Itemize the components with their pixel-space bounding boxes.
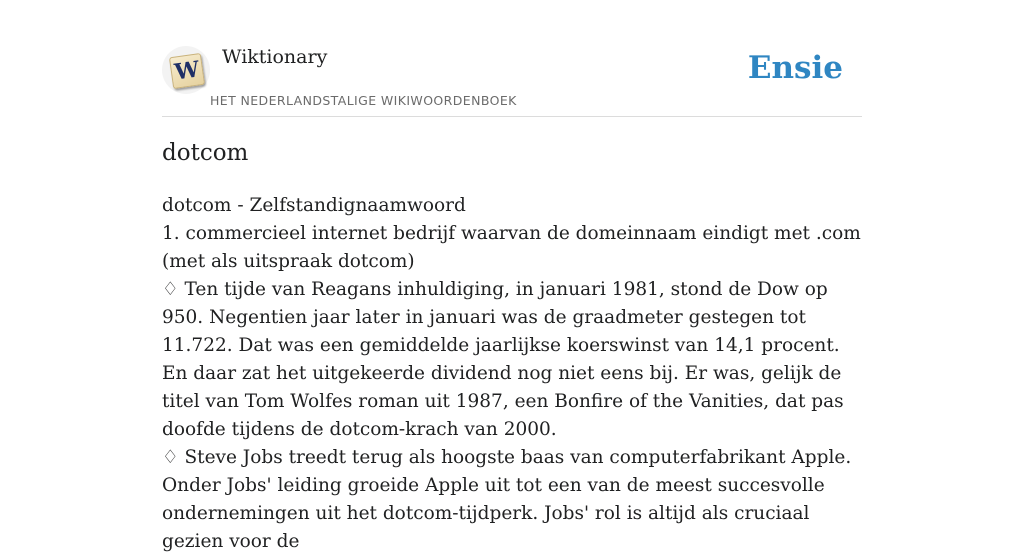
entry-example: ♢ Steve Jobs treedt terug als hoogste baas van computerfabrikant Apple. Onder Jobs' leiding groeide Apple uit tot een van de meest succesvolle ondernemingen uit het dotcom-tijdperk. Jobs' rol is altijd als cruciaal gezien voor de xyxy=(162,447,852,552)
site-tagline: HET NEDERLANDSTALIGE WIKIWOORDENBOEK xyxy=(210,93,517,108)
page-title: dotcom xyxy=(162,140,249,166)
logo-tile-icon: W xyxy=(169,53,205,89)
page-container xyxy=(162,0,862,552)
site-name[interactable]: Wiktionary xyxy=(222,46,328,68)
entry-definition: 1. commercieel internet bedrijf waarvan de domeinnaam eindigt met .com (met als uitspraak dotcom) xyxy=(162,223,861,272)
entry-heading: dotcom - Zelfstandignaamwoord xyxy=(162,195,466,216)
entry-content xyxy=(162,192,862,556)
entry-example: ♢ Ten tijde van Reagans inhuldiging, in januari 1981, stond de Dow op 950. Negentien jaar later in januari was de graadmeter gestegen tot 11.722. Dat was een gemiddelde jaarlijkse koerswinst van 14,1 procent. En daar zat het uitgekeerde dividend nog niet eens bij. Er was, gelijk de titel van Tom Wolfes roman uit 1987, een Bonfire of the Vanities, dat pas doofde tijdens de dotcom-krach van 2000. xyxy=(162,279,844,440)
wiktionary-logo[interactable] xyxy=(162,46,210,94)
ensie-brand-logo[interactable]: Ensie xyxy=(747,50,843,86)
site-header xyxy=(162,0,862,117)
